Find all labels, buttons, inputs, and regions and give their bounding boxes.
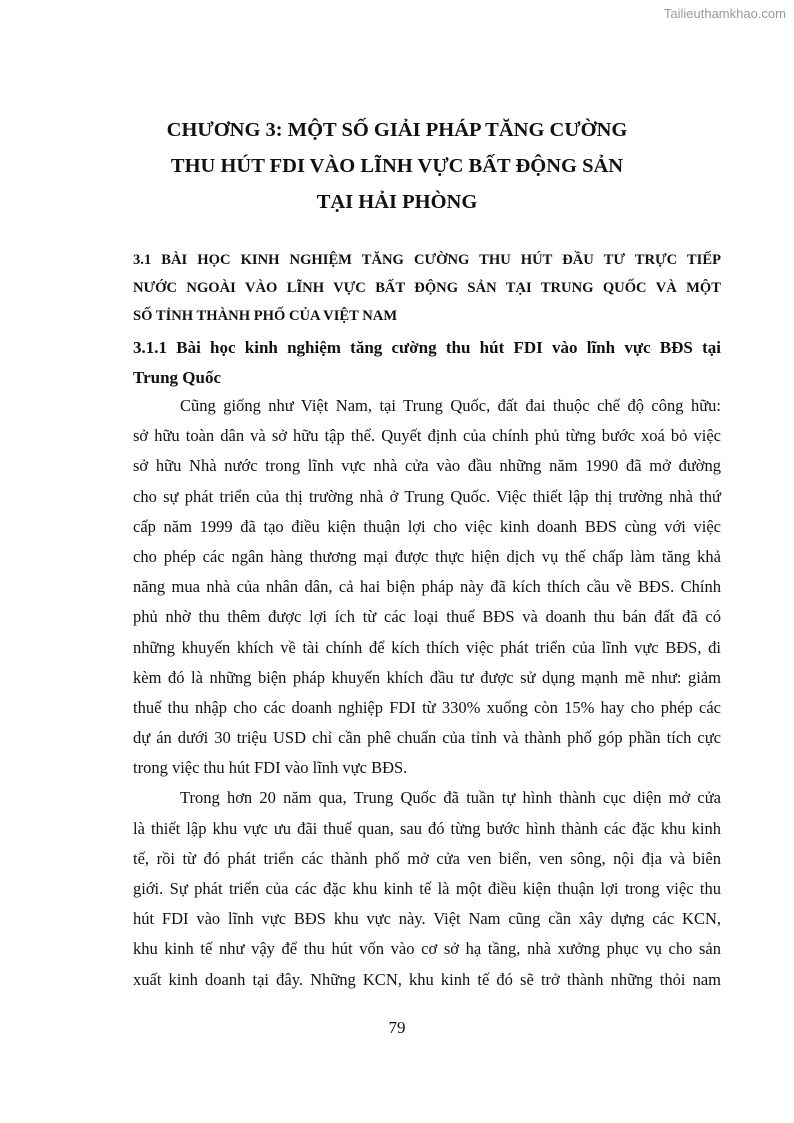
subsection-heading-line: 3.1.1 Bài học kinh nghiệm tăng cường thu hút FDI vào lĩnh vực BĐS tại	[133, 338, 721, 357]
text-line: Trong hơn 20 năm qua, Trung Quốc đã tuần tự hình thành cục diện mở cửa	[180, 788, 721, 808]
text-line: kèm đó là những biện pháp khuyến khích đầu tư được sử dụng mạnh mẽ như: giảm	[133, 667, 721, 687]
text-line: cấp năm 1999 đã tạo điều kiện thuận lợi cho việc kinh doanh BĐS cùng với việc	[133, 516, 721, 536]
text-line: sở hữu toàn dân và sở hữu tập thể. Quyết định của chính phủ từng bước xoá bỏ việc	[133, 426, 721, 446]
text-line: phủ nhờ thu thêm được lợi ích từ các loại thuế BĐS và doanh thu bán đất đã có	[133, 607, 721, 627]
chapter-title-line: CHƯƠNG 3: MỘT SỐ GIẢI PHÁP TĂNG CƯỜNG	[166, 119, 628, 141]
text-line: cho phép các ngân hàng thương mại được thực hiện dịch vụ thế chấp làm tăng khả	[133, 546, 721, 566]
body-text	[133, 391, 721, 995]
section-heading-line: SỐ TỈNH THÀNH PHỐ CỦA VIỆT NAM	[133, 308, 398, 324]
page-number: 79	[388, 1018, 406, 1037]
section-heading-line: 3.1 BÀI HỌC KINH NGHIỆM TĂNG CƯỜNG THU HÚT ĐẦU TƯ TRỰC TIẾP	[133, 252, 721, 268]
text-line: tế, rồi từ đó phát triển các thành phố mở cửa ven biển, ven sông, nội địa và biên	[133, 848, 721, 868]
text-line: xuất kinh doanh tại đây. Những KCN, khu kinh tế đó sẽ trở thành những thỏi nam	[133, 969, 721, 989]
text-line: sở hữu Nhà nước trong lĩnh vực nhà cửa vào đầu những năm 1990 đã mở đường	[133, 456, 721, 476]
text-line: trong việc thu hút FDI vào lĩnh vực BĐS.	[133, 758, 408, 778]
paragraph-1	[133, 391, 721, 783]
subsection-heading-line: Trung Quốc	[133, 368, 222, 387]
text-line: năng mua nhà của nhân dân, cả hai biện pháp này đã kích thích cầu về BĐS. Chính	[133, 577, 721, 597]
chapter-title-line: THU HÚT FDI VÀO LĨNH VỰC BẤT ĐỘNG SẢN	[170, 155, 624, 177]
chapter-title-line: TẠI HẢI PHÒNG	[316, 191, 478, 213]
text-line: hút FDI vào lĩnh vực BĐS khu vực này. Việt Nam cũng cần xây dựng các KCN,	[133, 909, 721, 929]
chapter-title	[0, 112, 794, 220]
text-line: những khuyến khích về tài chính để kích thích việc phát triển của lĩnh vực BĐS, đi	[133, 637, 721, 657]
text-line: là thiết lập khu vực ưu đãi thuế quan, sau đó từng bước hình thành các đặc khu kinh	[133, 818, 721, 838]
section-heading	[133, 246, 721, 330]
paragraph-2	[133, 783, 721, 994]
text-line: khu kinh tế như vậy để thu hút vốn vào cơ sở hạ tầng, nhà xưởng phục vụ cho sản	[133, 939, 721, 959]
text-line: dự án dưới 30 triệu USD chỉ cần phê chuẩn của tỉnh và thành phố góp phần tích cực	[133, 728, 721, 748]
text-line: cho sự phát triển của thị trường nhà ở Trung Quốc. Việc thiết lập thị trường nhà thứ	[133, 486, 721, 506]
subsection-heading	[133, 333, 721, 393]
section-heading-line: NƯỚC NGOÀI VÀO LĨNH VỰC BẤT ĐỘNG SẢN TẠI TRUNG QUỐC VÀ MỘT	[133, 280, 721, 296]
text-line: giới. Sự phát triển của các đặc khu kinh tế là một điều kiện thuận lợi trong việc thu	[133, 879, 721, 898]
text-line: thuế thu nhập cho các doanh nghiệp FDI từ 330% xuống còn 15% hay cho phép các	[133, 697, 721, 717]
watermark: Tailieuthamkhao.com	[663, 6, 786, 21]
text-line: Cũng giống như Việt Nam, tại Trung Quốc, đất đai thuộc chế độ công hữu:	[180, 396, 721, 415]
